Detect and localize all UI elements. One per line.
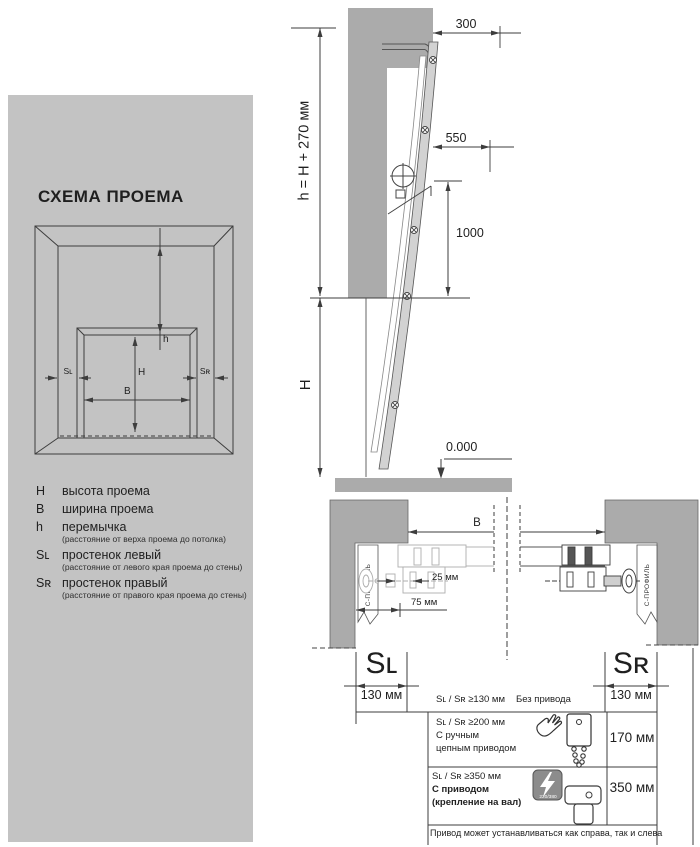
dim-H-label: H: [297, 379, 315, 391]
panel-dim-SR: Sʀ: [199, 366, 211, 376]
table-row2-desc1: С ручным: [436, 730, 479, 741]
pier-right-label: Sʀ: [612, 647, 650, 680]
table-row3-condition: Sʟ / Sʀ ≥350 мм: [432, 771, 501, 782]
legend-item-SL: [36, 548, 250, 562]
legend-note: (расстояние от правого края проема до стены): [62, 590, 247, 601]
table-row2-value: 170 мм: [609, 730, 655, 745]
legend-item-B: [36, 502, 250, 516]
table-row3-desc1: С приводом: [432, 784, 490, 795]
legend-term: H: [36, 484, 46, 498]
table-row3-value: 350 мм: [609, 780, 655, 795]
legend-item-H: [36, 484, 250, 498]
table-row1-condition: Sʟ / Sʀ ≥130 мм: [436, 694, 505, 705]
legend-note: (расстояние от верха проема до потолка): [62, 534, 226, 544]
panel-title: СХЕМА ПРОЕМА: [38, 187, 184, 206]
legend-label: простенок левый: [62, 548, 162, 563]
dim-total-height-label: h = H + 270 мм: [296, 100, 313, 201]
legend-term: B: [36, 502, 45, 516]
c-profile-right-label: С-ПРОФИЛЬ: [644, 563, 651, 607]
side-section-view: [291, 8, 521, 492]
dim-550-label: 550: [445, 131, 467, 145]
chain-hoist-icon: [567, 714, 591, 767]
pier-left-value: 130 мм: [360, 688, 403, 702]
dim-75mm-label: 75 мм: [411, 597, 438, 608]
panel-dim-h: h: [163, 334, 169, 345]
table-note: Привод может устанавливаться как справа, так и слева: [430, 828, 663, 838]
panel-dim-H: H: [138, 367, 146, 378]
dim-1000-label: 1000: [456, 226, 484, 240]
pier-right-value: 130 мм: [610, 688, 652, 702]
dim-25mm-label: 25 мм: [432, 572, 459, 583]
table-row1-desc: Без привода: [516, 694, 571, 705]
legend-item-SR: [36, 576, 250, 590]
plan-view: [312, 497, 698, 660]
legend-item-h: [36, 520, 250, 534]
dim-300-label: 300: [455, 17, 477, 31]
legend-label: простенок правый: [62, 576, 168, 591]
table-row2-desc2: цепным приводом: [436, 743, 517, 754]
panel-dim-B: B: [124, 386, 131, 397]
legend-label: перемычка: [62, 520, 127, 534]
right-bracket-hardware: [545, 545, 640, 593]
legend-term: Sʟ: [36, 548, 50, 563]
legend-label: высота проема: [62, 484, 150, 498]
panel-background: [8, 95, 253, 842]
hand-icon: [537, 715, 562, 736]
pier-left-label: Sʟ: [365, 647, 398, 680]
motor-icon: [565, 786, 601, 824]
dim-B-label: B: [473, 517, 481, 529]
legend-term: h: [36, 520, 43, 534]
legend-label: ширина проема: [62, 502, 154, 516]
opening-scheme-panel: [8, 95, 253, 842]
power-voltage-label: 220/380: [539, 795, 557, 800]
legend-term: Sʀ: [36, 576, 52, 591]
legend: [36, 480, 250, 601]
door-leaf-section: [379, 42, 438, 469]
floor-section: [335, 478, 512, 492]
legend-note: (расстояние от левого края проема до стены): [62, 562, 243, 573]
panel-dim-SL: Sʟ: [63, 366, 73, 376]
table-row3-desc2: (крепление на вал): [432, 797, 522, 808]
floor-level-label: 0.000: [446, 440, 478, 454]
table-row2-condition: Sʟ / Sʀ ≥200 мм: [436, 717, 505, 728]
power-icon: [533, 770, 562, 800]
